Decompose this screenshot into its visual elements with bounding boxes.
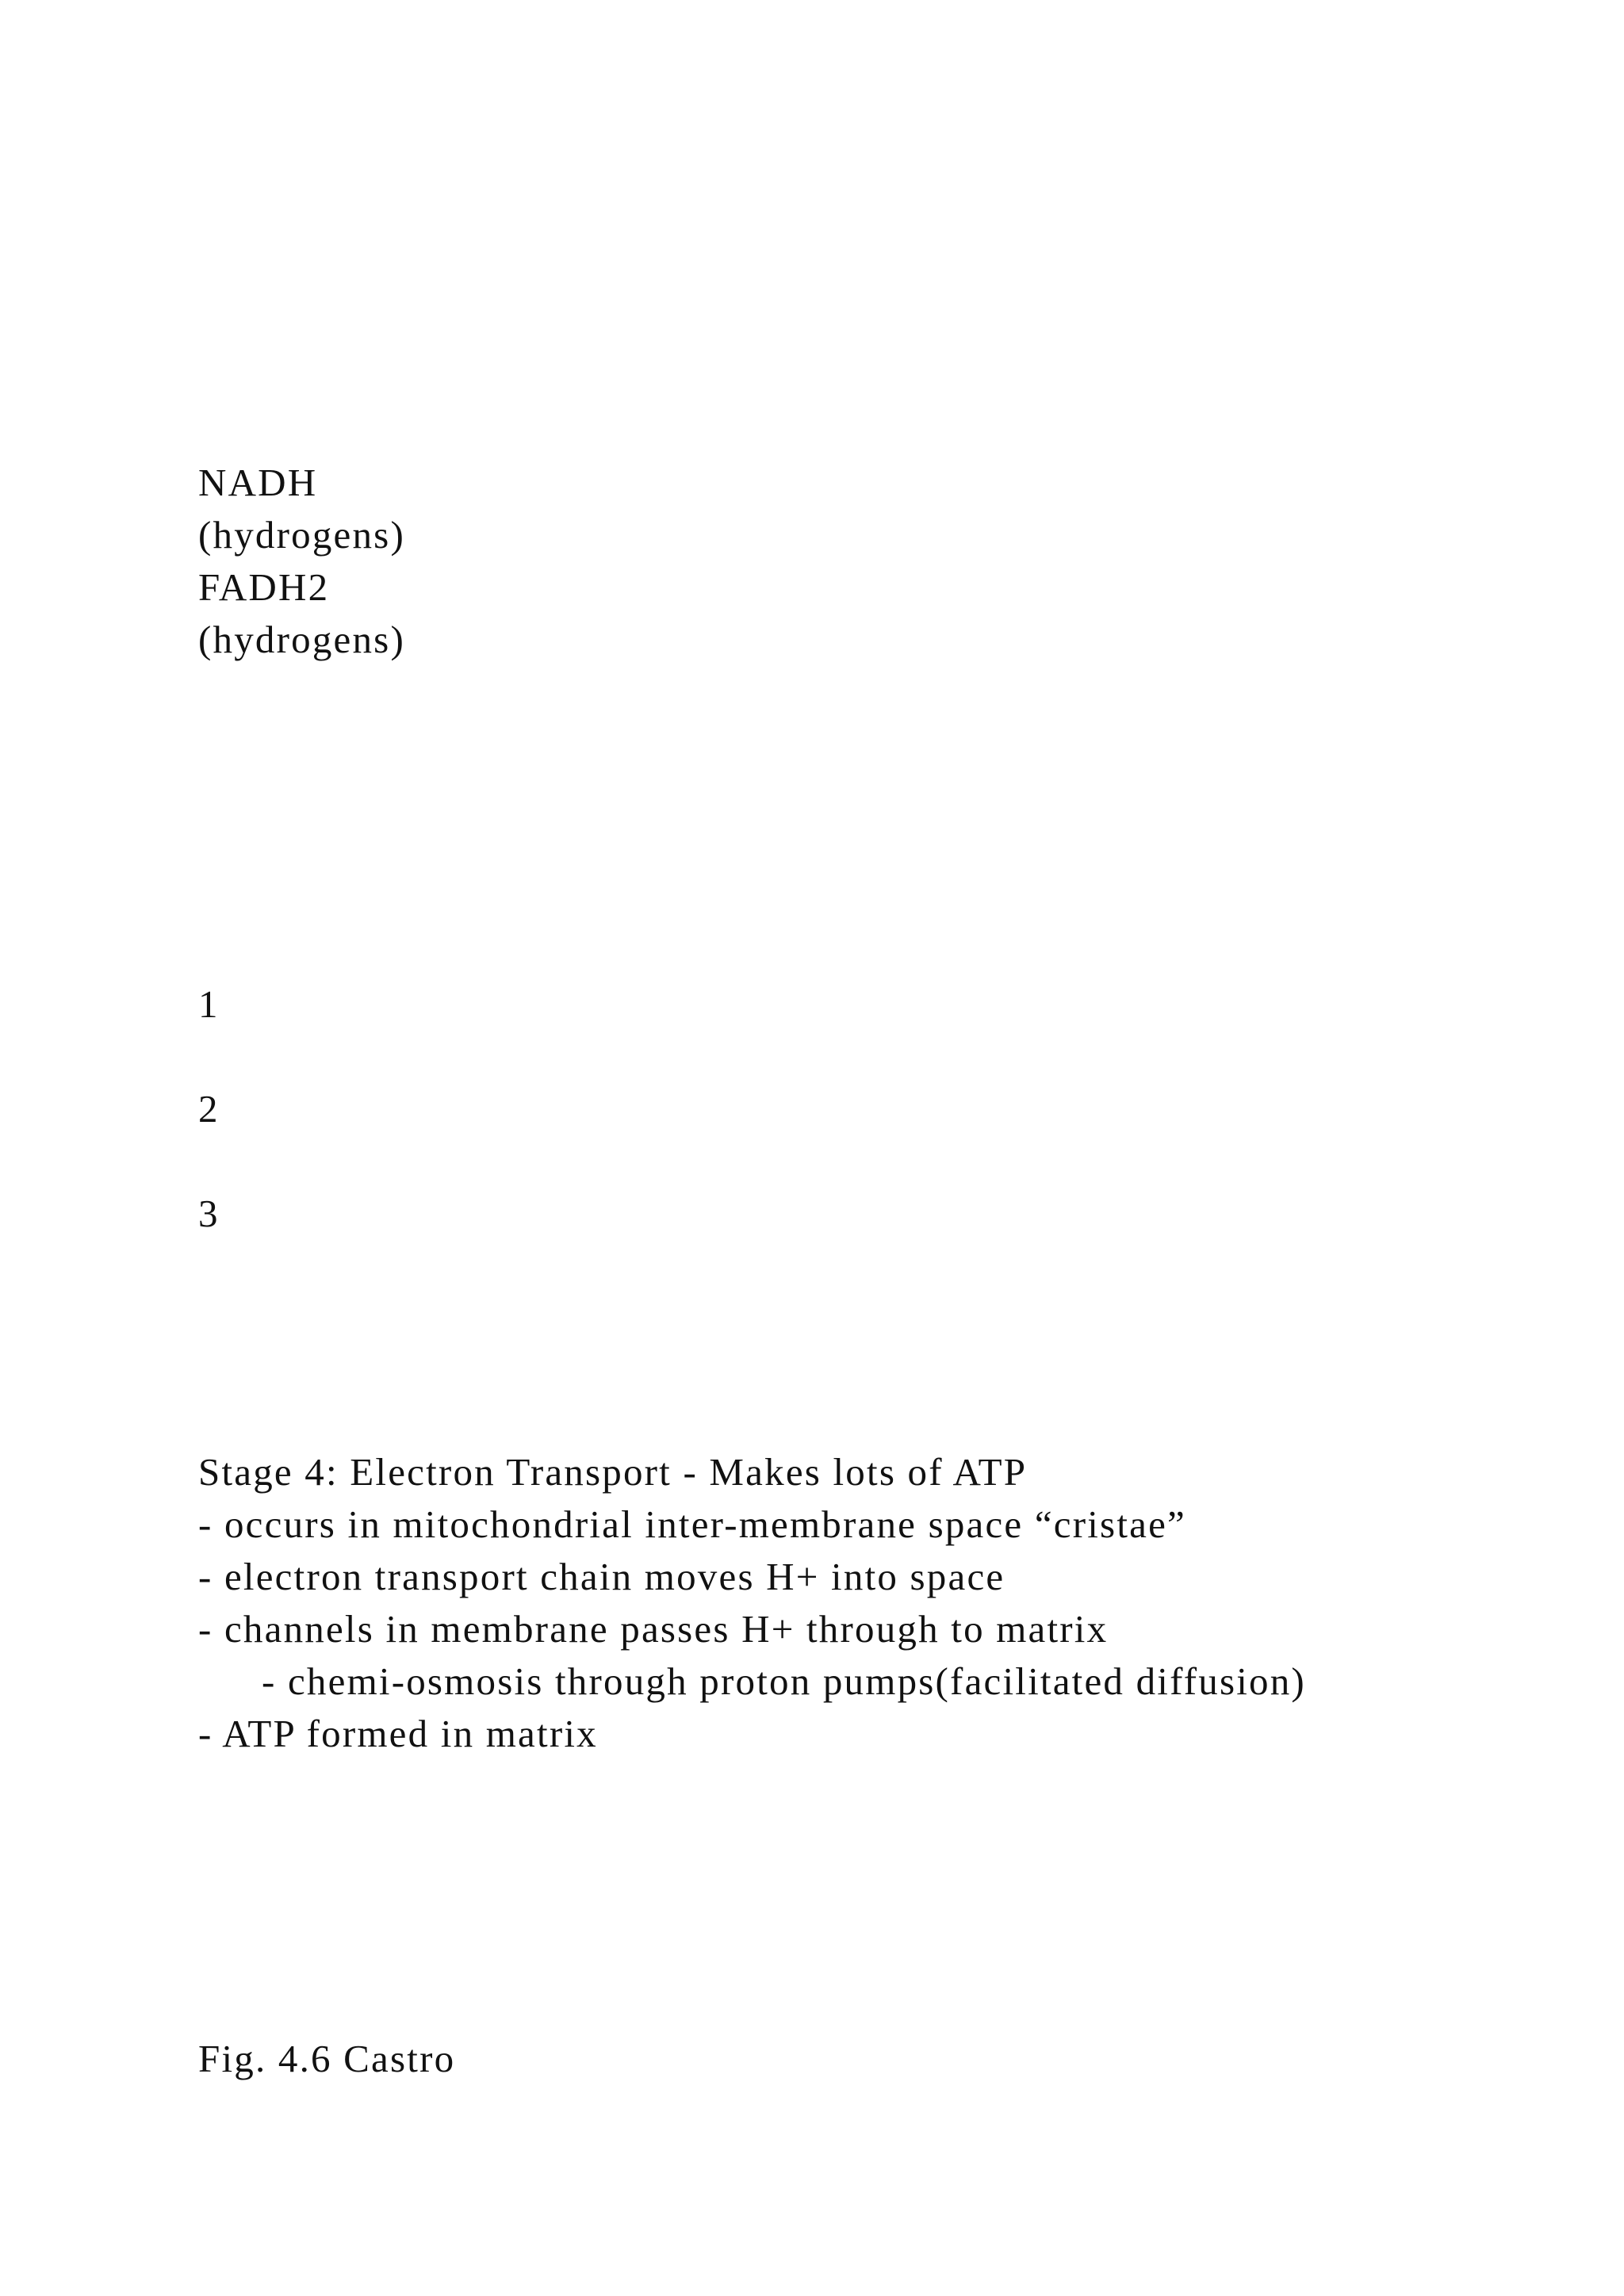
fadh2-hydrogens-label: (hydrogens) (198, 618, 405, 661)
figure-caption: Fig. 4.6 Castro (198, 2037, 456, 2080)
bullet-transport-chain: - electron transport chain moves H+ into space (198, 1555, 1005, 1598)
number-1: 1 (198, 982, 220, 1026)
fadh2-label: FADH2 (198, 565, 330, 609)
stage-heading: Stage 4: Electron Transport - Makes lots of ATP (198, 1450, 1028, 1494)
bullet-location: - occurs in mitochondrial inter-membrane space “cristae” (198, 1502, 1186, 1546)
bullet-chemiosmosis: - chemi-osmosis through proton pumps(facilitated diffusion) (262, 1659, 1306, 1703)
bullet-channels: - channels in membrane passes H+ through to matrix (198, 1607, 1109, 1651)
nadh-hydrogens-label: (hydrogens) (198, 513, 405, 557)
bullet-atp-formed: - ATP formed in matrix (198, 1712, 598, 1755)
number-3: 3 (198, 1192, 220, 1235)
number-2: 2 (198, 1087, 220, 1131)
nadh-label: NADH (198, 461, 318, 504)
